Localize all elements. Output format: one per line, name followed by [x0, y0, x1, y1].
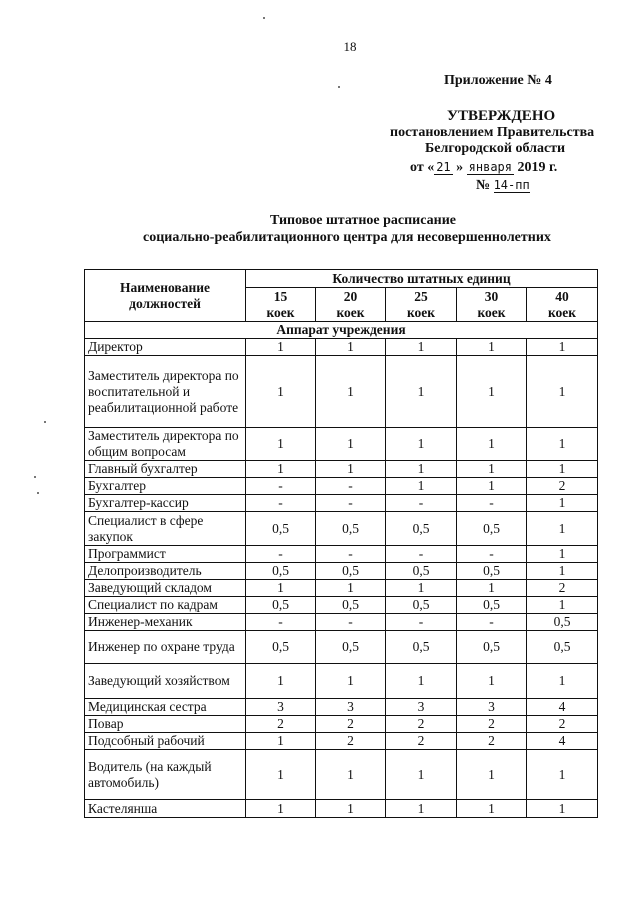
staff-count-cell: 2 — [386, 716, 457, 733]
staff-count-cell: 3 — [316, 699, 386, 716]
position-name: Заместитель директора по общим вопросам — [85, 428, 246, 461]
scan-speck — [338, 86, 340, 88]
position-name: Заместитель директора по воспитательной и реабилитационной работе — [85, 356, 246, 428]
staff-count-cell: 0,5 — [316, 597, 386, 614]
table-row — [85, 631, 598, 664]
staff-count-cell: 3 — [246, 699, 316, 716]
column-beds-number: 30 — [484, 288, 499, 304]
staff-count-cell: 0,5 — [386, 631, 457, 664]
staff-count-cell: 0,5 — [246, 597, 316, 614]
staff-count-cell: 1 — [246, 580, 316, 597]
position-name: Делопроизводитель — [85, 563, 246, 580]
staff-count-cell: 2 — [457, 733, 527, 750]
number-prefix: № — [476, 178, 491, 193]
staff-count-cell: 1 — [457, 664, 527, 699]
position-name: Главный бухгалтер — [85, 461, 246, 478]
position-name: Бухгалтер — [85, 478, 246, 495]
approval-date — [410, 160, 557, 176]
staff-count-cell: 1 — [527, 339, 598, 356]
staff-count-cell: - — [246, 478, 316, 495]
staff-count-cell: - — [386, 614, 457, 631]
staff-count-cell: 1 — [316, 580, 386, 597]
column-beds-number: 15 — [273, 288, 288, 304]
staff-count-cell: 1 — [527, 356, 598, 428]
staff-count-cell: 1 — [246, 461, 316, 478]
table-row — [85, 546, 598, 563]
column-header-2 — [386, 288, 457, 322]
staff-count-cell: 1 — [386, 664, 457, 699]
staff-count-cell: 1 — [386, 478, 457, 495]
staff-count-cell: 1 — [246, 356, 316, 428]
staff-count-cell: 1 — [246, 428, 316, 461]
staff-count-cell: 1 — [246, 750, 316, 800]
position-name: Бухгалтер-кассир — [85, 495, 246, 512]
table-row — [85, 664, 598, 699]
date-day: 21 — [436, 160, 451, 174]
staff-count-cell: 1 — [316, 461, 386, 478]
column-header-1 — [316, 288, 386, 322]
staff-count-cell: 0,5 — [316, 631, 386, 664]
staff-count-cell: 1 — [457, 580, 527, 597]
position-name: Заведующий складом — [85, 580, 246, 597]
scan-speck — [44, 421, 46, 423]
table-row — [85, 716, 598, 733]
date-prefix: от « — [410, 160, 435, 175]
staff-count-cell: 4 — [527, 699, 598, 716]
staff-count-cell: 0,5 — [457, 512, 527, 546]
staff-count-cell: 1 — [527, 563, 598, 580]
staff-count-cell: - — [246, 495, 316, 512]
position-name: Инженер-механик — [85, 614, 246, 631]
staff-count-cell: 1 — [386, 461, 457, 478]
scan-speck — [34, 476, 36, 478]
table-row — [85, 461, 598, 478]
staff-count-cell: - — [386, 546, 457, 563]
count-column-header: Количество штатных единиц — [246, 270, 598, 288]
staff-count-cell: - — [316, 614, 386, 631]
staff-count-cell: - — [316, 478, 386, 495]
staff-count-cell: 1 — [527, 750, 598, 800]
staff-count-cell: 1 — [457, 461, 527, 478]
staff-count-cell: 1 — [246, 800, 316, 818]
approval-title: УТВЕРЖДЕНО — [447, 108, 556, 124]
position-name: Кастелянша — [85, 800, 246, 818]
table-row — [85, 699, 598, 716]
name-column-header: Наименование должностей — [85, 270, 246, 322]
staff-count-cell: - — [246, 546, 316, 563]
staff-count-cell: 1 — [246, 339, 316, 356]
position-name: Директор — [85, 339, 246, 356]
table-row — [85, 563, 598, 580]
staff-count-cell: - — [457, 495, 527, 512]
staff-count-cell: 1 — [246, 664, 316, 699]
staff-count-cell: 1 — [246, 733, 316, 750]
table-row — [85, 495, 598, 512]
position-name: Медицинская сестра — [85, 699, 246, 716]
approval-line-2: Белгородской области — [425, 141, 566, 156]
staff-count-cell: 1 — [457, 750, 527, 800]
staff-count-cell: 1 — [386, 356, 457, 428]
position-name: Программист — [85, 546, 246, 563]
staff-count-cell: 1 — [527, 546, 598, 563]
staff-count-cell: 0,5 — [386, 512, 457, 546]
approval-number — [476, 178, 530, 194]
staff-count-cell: 1 — [316, 428, 386, 461]
staff-count-cell: 3 — [457, 699, 527, 716]
staff-count-cell: 1 — [316, 339, 386, 356]
staff-count-cell: 1 — [457, 339, 527, 356]
staff-count-cell: 2 — [527, 478, 598, 495]
scan-speck — [263, 17, 265, 19]
column-beds-number: 25 — [414, 288, 428, 304]
staff-count-cell: 0,5 — [246, 631, 316, 664]
table-row — [85, 478, 598, 495]
table-row — [85, 339, 598, 356]
position-name: Повар — [85, 716, 246, 733]
staff-count-cell: 0,5 — [527, 631, 598, 664]
staff-count-cell: 2 — [386, 733, 457, 750]
staff-count-cell: 2 — [316, 733, 386, 750]
document-title-line-2: социально-реабилитационного центра для несовершеннолетних — [143, 230, 551, 245]
column-beds-unit: коек — [336, 304, 365, 320]
staff-count-cell: 0,5 — [246, 563, 316, 580]
staff-count-cell: 1 — [457, 428, 527, 461]
document-title-line-1: Типовое штатное расписание — [270, 213, 456, 228]
position-name: Инженер по охране труда — [85, 631, 246, 664]
staff-count-cell: 0,5 — [457, 563, 527, 580]
staff-count-cell: 1 — [527, 597, 598, 614]
column-header-4 — [527, 288, 598, 322]
staff-count-cell: - — [316, 495, 386, 512]
staff-count-cell: 1 — [457, 478, 527, 495]
page-number: 18 — [343, 39, 357, 54]
staff-count-cell: 2 — [527, 580, 598, 597]
staff-count-cell: 1 — [527, 800, 598, 818]
date-mid: » — [456, 160, 464, 175]
column-beds-unit: коек — [406, 304, 436, 320]
table-row — [85, 428, 598, 461]
scan-speck — [37, 492, 39, 494]
date-month: января — [468, 160, 513, 174]
staff-count-cell: 1 — [386, 428, 457, 461]
staff-count-cell: 2 — [246, 716, 316, 733]
position-name: Специалист в сфере закупок — [85, 512, 246, 546]
date-year: 2019 г. — [517, 160, 558, 175]
staff-count-cell: 2 — [527, 716, 598, 733]
staff-count-cell: - — [246, 614, 316, 631]
table-row — [85, 614, 598, 631]
staff-table — [84, 269, 598, 818]
staff-count-cell: 1 — [457, 356, 527, 428]
staff-count-cell: 1 — [527, 428, 598, 461]
position-name: Заведующий хозяйством — [85, 664, 246, 699]
table-row — [85, 750, 598, 800]
staff-count-cell: 1 — [316, 800, 386, 818]
column-header-3 — [457, 288, 527, 322]
staff-count-cell: 0,5 — [316, 512, 386, 546]
staff-count-cell: 0,5 — [246, 512, 316, 546]
staff-count-cell: 1 — [386, 580, 457, 597]
position-name: Водитель (на каждый автомобиль) — [85, 750, 246, 800]
column-beds-unit: коек — [266, 304, 295, 320]
staff-count-cell: 0,5 — [457, 597, 527, 614]
staff-count-cell: - — [316, 546, 386, 563]
staff-count-cell: 0,5 — [386, 563, 457, 580]
table-row — [85, 356, 598, 428]
staff-count-cell: 1 — [316, 750, 386, 800]
staff-count-cell: 0,5 — [527, 614, 598, 631]
staff-count-cell: 0,5 — [457, 631, 527, 664]
table-row — [85, 733, 598, 750]
staff-count-cell: 1 — [527, 664, 598, 699]
staff-count-cell: 1 — [316, 356, 386, 428]
staff-count-cell: 1 — [386, 339, 457, 356]
staff-count-cell: 1 — [316, 664, 386, 699]
column-beds-unit: коек — [477, 304, 506, 320]
position-name: Специалист по кадрам — [85, 597, 246, 614]
staff-count-cell: 1 — [527, 495, 598, 512]
staff-count-cell: 3 — [386, 699, 457, 716]
staff-count-cell: 1 — [457, 800, 527, 818]
staff-count-cell: 4 — [527, 733, 598, 750]
table-row — [85, 800, 598, 818]
table-row — [85, 597, 598, 614]
table-row — [85, 512, 598, 546]
staff-count-cell: 0,5 — [386, 597, 457, 614]
column-beds-number: 20 — [343, 288, 358, 304]
staff-count-cell: 0,5 — [316, 563, 386, 580]
staff-count-cell: 1 — [386, 750, 457, 800]
approval-line-1: постановлением Правительства — [390, 125, 595, 140]
staff-count-cell: 1 — [386, 800, 457, 818]
staff-count-cell: 1 — [527, 512, 598, 546]
staff-count-cell: 2 — [316, 716, 386, 733]
staff-count-cell: 2 — [457, 716, 527, 733]
number-value: 14-пп — [493, 178, 530, 192]
staff-count-cell: - — [457, 546, 527, 563]
section-header: Аппарат учреждения — [85, 322, 598, 339]
staff-count-cell: 1 — [527, 461, 598, 478]
appendix-label: Приложение № 4 — [444, 73, 552, 88]
staff-count-cell: - — [457, 614, 527, 631]
table-row — [85, 580, 598, 597]
column-beds-unit: коек — [547, 304, 577, 320]
column-beds-number: 40 — [555, 288, 569, 304]
staff-count-cell: - — [386, 495, 457, 512]
column-header-0 — [246, 288, 316, 322]
position-name: Подсобный рабочий — [85, 733, 246, 750]
